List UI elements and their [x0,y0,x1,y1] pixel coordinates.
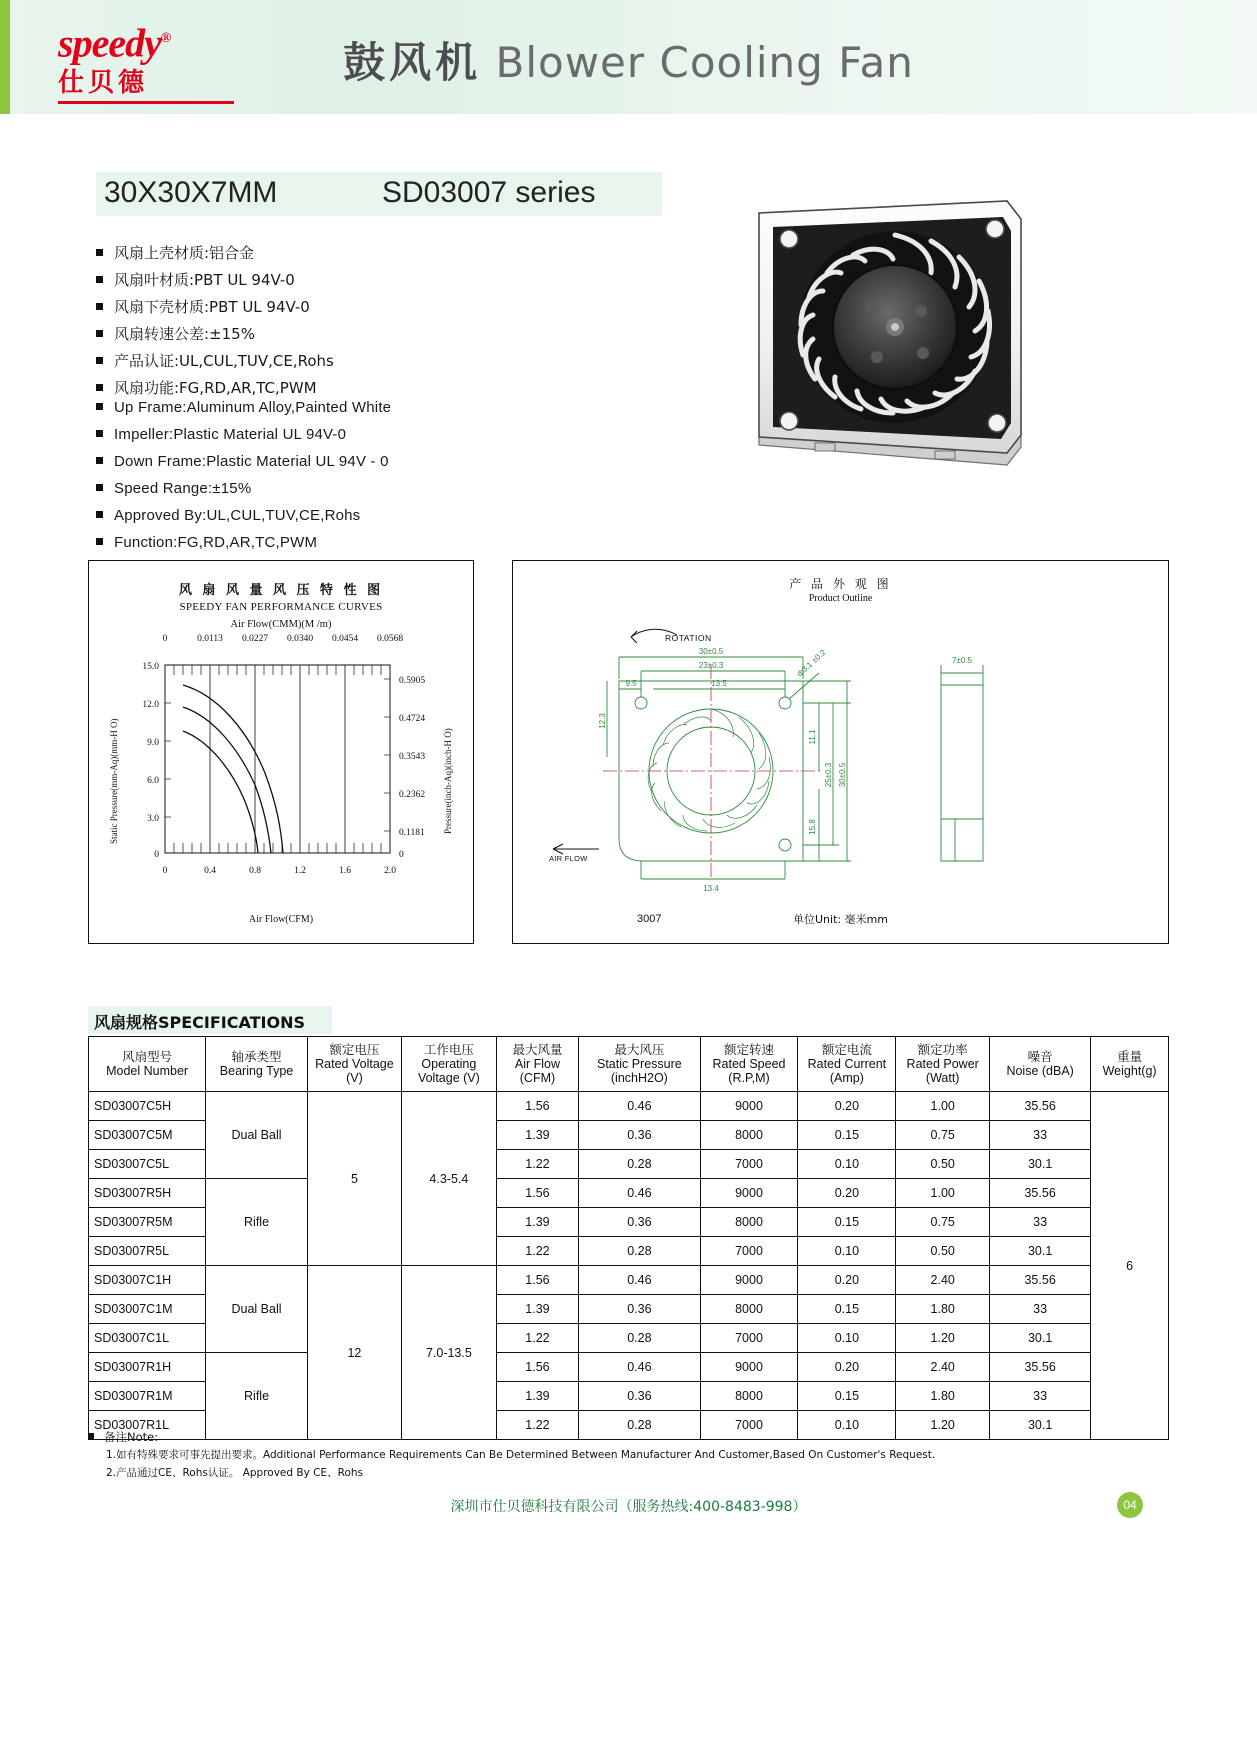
col-header-rated-speed [700,1037,798,1092]
cell-model: SD03007C5M [89,1121,206,1150]
cell-rated-speed: 9000 [700,1353,798,1382]
col-header-airflow [496,1037,578,1092]
registered-mark-icon: ® [160,31,171,46]
svg-text:0.3543: 0.3543 [399,752,426,762]
col-header-rp-sub: (Watt) [925,1071,960,1085]
cell-rated-speed: 7000 [700,1150,798,1179]
cell-rated-power: 0.50 [896,1150,990,1179]
svg-text:0.4724: 0.4724 [399,714,426,724]
cell-bearing: Dual Ball [206,1266,308,1353]
cell-rated-power: 0.50 [896,1237,990,1266]
cell-rated-speed: 7000 [700,1237,798,1266]
col-header-rs-cn: 额定转速 [724,1042,775,1057]
cell-static-pressure: 0.36 [579,1208,700,1237]
cell-static-pressure: 0.46 [579,1266,700,1295]
cell-rated-current: 0.10 [798,1237,896,1266]
cell-noise: 30.1 [990,1324,1091,1353]
chart-top-axis-text: Air Flow(CMM)(M /m) [230,619,332,630]
cell-rated-current: 0.15 [798,1208,896,1237]
col-header-ov-sub: Voltage (V) [417,1071,480,1085]
chart-title-en: SPEEDY FAN PERFORMANCE CURVES [179,601,383,613]
cell-rated-current: 0.10 [798,1324,896,1353]
col-header-operating-voltage [401,1037,496,1092]
page-title [0,30,1257,90]
list-item: Down Frame:Plastic Material UL 94V - 0 [96,450,391,473]
spec-section-label-text: 风扇规格SPECIFICATIONS [94,1013,306,1032]
cell-rated-speed: 7000 [700,1411,798,1440]
col-header-model [89,1037,206,1092]
cell-airflow: 1.56 [496,1353,578,1382]
cell-noise: 35.56 [990,1266,1091,1295]
svg-text:13.4: 13.4 [703,884,719,893]
list-item: 风扇叶材质:PBT UL 94V-0 [96,269,334,292]
cell-operating-voltage: 4.3-5.4 [401,1092,496,1266]
cell-rated-power: 2.40 [896,1266,990,1295]
svg-text:25±0.3: 25±0.3 [824,762,833,788]
cell-noise: 33 [990,1295,1091,1324]
list-item: 风扇下壳材质:PBT UL 94V-0 [96,296,334,319]
cell-rated-power: 1.20 [896,1411,990,1440]
cell-noise: 33 [990,1208,1091,1237]
cell-noise: 33 [990,1382,1091,1411]
rotation-label: ROTATION [665,633,712,643]
cell-bearing: Rifle [206,1179,308,1266]
col-header-model-en: Model Number [106,1064,189,1078]
cell-rated-current: 0.20 [798,1179,896,1208]
cell-noise: 35.56 [990,1353,1091,1382]
svg-text:0.0340: 0.0340 [286,634,314,644]
cell-rated-current: 0.15 [798,1382,896,1411]
outline-svg [513,561,1168,943]
cell-noise: 33 [990,1121,1091,1150]
cell-static-pressure: 0.46 [579,1353,700,1382]
svg-text:0.4: 0.4 [204,866,216,876]
footer-company-text: 深圳市仕贝德科技有限公司（服务热线:400-8483-998） [450,1499,807,1515]
notes-section [88,1428,988,1482]
col-header-rc-en: Rated Current [807,1057,887,1071]
cell-airflow: 1.56 [496,1266,578,1295]
svg-text:1.2: 1.2 [294,866,306,876]
col-header-af-cn: 最大风量 [512,1042,563,1057]
svg-text:0.0113: 0.0113 [197,634,223,644]
svg-text:30±0.5: 30±0.5 [838,762,847,788]
cell-rated-speed: 9000 [700,1092,798,1121]
svg-text:0.5905: 0.5905 [399,676,426,686]
cell-rated-speed: 8000 [700,1208,798,1237]
list-item: 风扇上壳材质:铝合金 [96,242,334,265]
col-header-af-en: Air Flow [514,1057,561,1071]
svg-text:9.5: 9.5 [625,679,637,688]
notes-line-2: 2.产品通过CE、Rohs认证。 Approved By CE、Rohs [106,1467,363,1479]
svg-text:0.0454: 0.0454 [331,634,359,644]
cell-static-pressure: 0.46 [579,1179,700,1208]
cell-rated-current: 0.20 [798,1092,896,1121]
col-header-rc-cn: 额定电流 [821,1042,872,1057]
cell-rated-power: 0.75 [896,1121,990,1150]
spec-section-label [88,1006,332,1034]
cell-airflow: 1.56 [496,1179,578,1208]
col-header-noise [990,1037,1091,1092]
cell-static-pressure: 0.28 [579,1150,700,1179]
col-header-weight-cn: 重量 [1117,1049,1143,1064]
cell-rated-speed: 9000 [700,1266,798,1295]
logo-latin-word: speedy [58,20,161,66]
cell-rated-power: 1.00 [896,1092,990,1121]
cell-rated-speed: 8000 [700,1295,798,1324]
svg-text:9.0: 9.0 [147,738,159,748]
chart-y-left-label: Static Pressure(mm-Aq)(mm-H O) [109,718,119,844]
col-header-weight [1091,1037,1169,1092]
col-header-af-sub: (CFM) [519,1071,556,1085]
svg-text:ф3.1 ±0.2: ф3.1 ±0.2 [795,647,828,679]
chart-x-axis-label: Air Flow(CFM) [248,914,314,925]
svg-text:0.1181: 0.1181 [399,828,425,838]
cell-model: SD03007C1M [89,1295,206,1324]
list-item: 产品认证:UL,CUL,TUV,CE,Rohs [96,350,334,373]
svg-text:0.2362: 0.2362 [399,790,426,800]
cell-airflow: 1.22 [496,1411,578,1440]
svg-text:0.0568: 0.0568 [376,634,404,644]
cell-rated-voltage: 5 [307,1092,401,1266]
svg-text:30±0.5: 30±0.5 [698,647,724,656]
svg-text:12.3: 12.3 [598,713,607,729]
cell-weight: 6 [1091,1092,1169,1440]
col-header-rated-power [896,1037,990,1092]
svg-text:15.0: 15.0 [142,662,159,672]
outline-title-en: Product Outline [808,593,873,604]
col-header-sp-sub: (inchH2O) [610,1071,668,1085]
col-header-rs-sub: (R.P,M) [728,1071,770,1085]
col-header-rv-en: Rated Voltage [315,1057,394,1071]
svg-text:0.0227: 0.0227 [241,634,269,644]
list-item: 风扇转速公差:±15% [96,323,334,346]
cell-rated-power: 1.80 [896,1295,990,1324]
outline-model-label: 3007 [637,913,662,925]
svg-text:0: 0 [154,850,159,860]
page-title-cn: 鼓风机 [343,38,482,87]
list-item: 风扇功能:FG,RD,AR,TC,PWM [96,377,334,400]
svg-text:6.0: 6.0 [147,776,159,786]
cell-model: SD03007R5L [89,1237,206,1266]
col-header-rv-sub: (V) [346,1071,363,1085]
cell-noise: 30.1 [990,1411,1091,1440]
list-item: Up Frame:Aluminum Alloy,Painted White [96,396,391,419]
chart-plot-area [89,561,473,943]
cell-noise: 30.1 [990,1237,1091,1266]
svg-text:0.8: 0.8 [249,866,261,876]
cell-rated-speed: 8000 [700,1382,798,1411]
cell-model: SD03007R1L [89,1411,206,1440]
list-item: Speed Range:±15% [96,477,391,500]
cell-model: SD03007C5L [89,1150,206,1179]
table-header-row [89,1037,1169,1092]
features-list-cn [96,242,334,404]
chart-y-right-label: Pressure(inch-Aq)(inch-H O) [443,728,453,834]
page-number-badge: 04 [1117,1492,1143,1518]
cell-airflow: 1.39 [496,1382,578,1411]
col-header-static-pressure [579,1037,700,1092]
cell-airflow: 1.22 [496,1324,578,1353]
svg-text:12.0: 12.0 [142,700,159,710]
svg-text:2.0: 2.0 [384,866,396,876]
cell-bearing: Dual Ball [206,1092,308,1179]
col-header-noise-cn: 噪音 [1027,1049,1053,1064]
cell-model: SD03007R5H [89,1179,206,1208]
cell-rated-current: 0.10 [798,1411,896,1440]
product-size: 30X30X7MM [104,176,278,209]
svg-text:0: 0 [399,850,404,860]
cell-rated-power: 1.00 [896,1179,990,1208]
page-header [0,0,1257,114]
logo-chinese-text: 仕贝德 [58,68,149,99]
cell-model: SD03007C5H [89,1092,206,1121]
notes-line-1: 1.如有特殊要求可事先提出要求。Additional Performance Requirements Can Be Determined Between Manufacturer And Customer,Based On Customer's Request. [106,1449,936,1461]
svg-text:1.6: 1.6 [339,866,351,876]
airflow-label: AIR FLOW [549,854,588,863]
outline-unit-label: 单位Unit: 毫米mm [793,913,889,926]
cell-model: SD03007R1M [89,1382,206,1411]
cell-rated-speed: 8000 [700,1121,798,1150]
cell-rated-voltage: 12 [307,1266,401,1440]
col-header-ov-en: Operating [421,1057,477,1071]
cell-static-pressure: 0.28 [579,1237,700,1266]
table-row [89,1266,1169,1295]
cell-operating-voltage: 7.0-13.5 [401,1266,496,1440]
product-outline-drawing [512,560,1169,944]
list-item: Approved By:UL,CUL,TUV,CE,Rohs [96,504,391,527]
col-header-rs-en: Rated Speed [712,1057,786,1071]
col-header-rp-cn: 额定功率 [917,1042,968,1057]
cell-airflow: 1.39 [496,1295,578,1324]
col-header-noise-en: Noise (dBA) [1006,1064,1074,1078]
col-header-rv-cn: 额定电压 [329,1042,380,1057]
col-header-bearing-cn: 轴承类型 [231,1049,282,1064]
cell-airflow: 1.22 [496,1237,578,1266]
col-header-sp-en: Static Pressure [596,1057,682,1071]
notes-heading: 备注Note: [88,1428,988,1446]
cell-rated-speed: 7000 [700,1324,798,1353]
product-title-band [96,172,662,216]
svg-text:15.8: 15.8 [808,819,817,835]
cell-static-pressure: 0.46 [579,1092,700,1121]
cell-rated-power: 2.40 [896,1353,990,1382]
cell-static-pressure: 0.28 [579,1411,700,1440]
col-header-rp-en: Rated Power [906,1057,979,1071]
product-photo [745,197,1035,469]
col-header-model-cn: 风扇型号 [122,1049,173,1064]
cell-airflow: 1.22 [496,1150,578,1179]
page-title-en: Blower Cooling Fan [495,38,914,87]
col-header-bearing-en: Bearing Type [219,1064,294,1078]
cell-airflow: 1.56 [496,1092,578,1121]
outline-title-cn: 产 品 外 观 图 [789,577,892,591]
cell-noise: 30.1 [990,1150,1091,1179]
svg-text:23±0.3: 23±0.3 [698,661,724,670]
cell-airflow: 1.39 [496,1208,578,1237]
list-item: Impeller:Plastic Material UL 94V-0 [96,423,391,446]
cell-static-pressure: 0.36 [579,1295,700,1324]
cell-static-pressure: 0.36 [579,1121,700,1150]
cell-rated-speed: 9000 [700,1179,798,1208]
svg-text:0: 0 [162,634,168,644]
cell-rated-power: 1.20 [896,1324,990,1353]
svg-text:3.0: 3.0 [147,814,159,824]
cell-model: SD03007C1H [89,1266,206,1295]
cell-rated-power: 0.75 [896,1208,990,1237]
blower-fan-illustration [745,197,1035,469]
cell-rated-current: 0.10 [798,1150,896,1179]
performance-chart [88,560,474,944]
cell-rated-current: 0.20 [798,1266,896,1295]
cell-bearing: Rifle [206,1353,308,1440]
col-header-rc-sub: (Amp) [829,1071,864,1085]
list-item: Function:FG,RD,AR,TC,PWM [96,531,391,554]
logo-underline [58,101,234,104]
cell-rated-power: 1.80 [896,1382,990,1411]
cell-static-pressure: 0.36 [579,1382,700,1411]
table-row [89,1179,1169,1208]
col-header-weight-en: Weight(g) [1102,1064,1157,1078]
specifications-table [88,1036,1169,1440]
table-row [89,1092,1169,1121]
cell-noise: 35.56 [990,1179,1091,1208]
svg-text:7±0.5: 7±0.5 [952,656,972,665]
cell-noise: 35.56 [990,1092,1091,1121]
cell-airflow: 1.39 [496,1121,578,1150]
col-header-bearing [206,1037,308,1092]
col-header-rated-voltage [307,1037,401,1092]
svg-text:0: 0 [162,866,168,876]
col-header-rated-current [798,1037,896,1092]
svg-text:11.1: 11.1 [808,729,817,745]
cell-model: SD03007C1L [89,1324,206,1353]
svg-text:13.5: 13.5 [711,679,727,688]
cell-rated-current: 0.20 [798,1353,896,1382]
page-footer [0,1488,1257,1536]
cell-model: SD03007R5M [89,1208,206,1237]
table-row [89,1353,1169,1382]
cell-rated-current: 0.15 [798,1121,896,1150]
cell-model: SD03007R1H [89,1353,206,1382]
col-header-ov-cn: 工作电压 [423,1042,474,1057]
product-series: SD03007 series [382,176,596,209]
col-header-sp-cn: 最大风压 [614,1042,665,1057]
features-list-en [96,396,391,558]
cell-rated-current: 0.15 [798,1295,896,1324]
cell-static-pressure: 0.28 [579,1324,700,1353]
chart-title-cn: 风 扇 风 量 风 压 特 性 图 [178,583,384,598]
